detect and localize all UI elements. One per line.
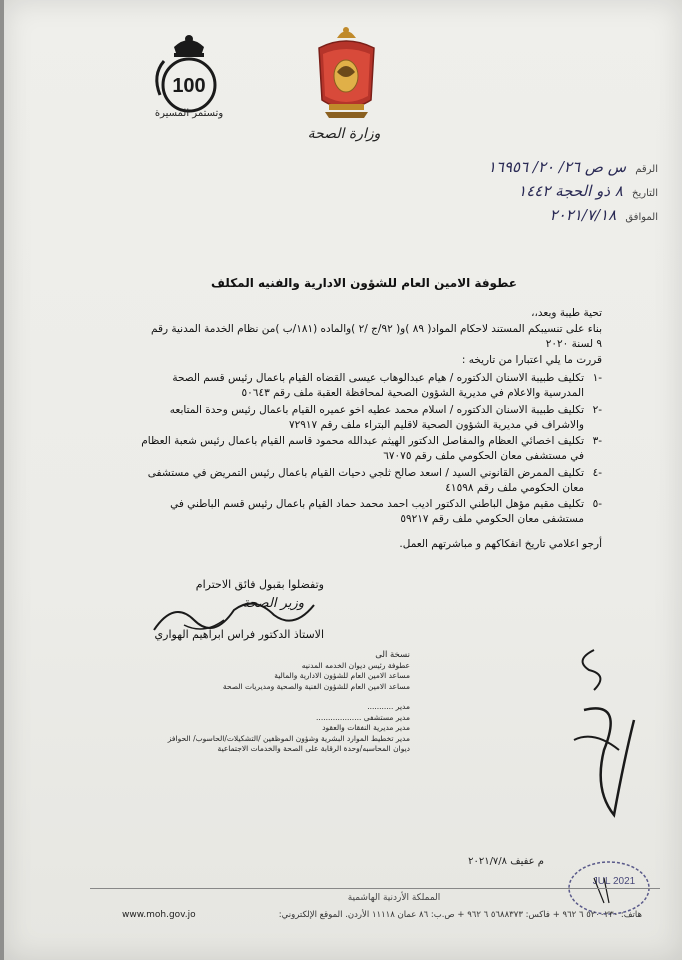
letter-page (4, 0, 682, 960)
item-number: -٤ (592, 467, 602, 479)
item-line: المدرسية والاعلام في مديرية الشؤون الصحية لمحافظة العقبة ملف رقم ٥٠٦٤٣ (241, 387, 584, 399)
copy-line: مدير مديرية النفقات والعقود (322, 723, 410, 732)
copies-block (60, 650, 410, 755)
list-item (42, 497, 602, 527)
item-number: -٢ (592, 404, 602, 416)
handwritten-initials-icon (564, 640, 644, 830)
footer-contact: هاتف: ٥٢٠٠٢٣٠ ٦ ٩٦٢ + فاكس: ٥٦٨٨٣٧٣ ٦ ٩٦٢ + ص.ب: ٨٦ عمان ١١١١٨ الأردن. الموقع الإلكتروني: (278, 910, 642, 920)
typist: م عفيف (510, 856, 544, 867)
intro-line-1: بناء على تنسيبكم المستند لاحكام المواد( ٨٩ )و( ٩٢/ج /٢ )والماده (١٨١/ب )من نظام الخدمة المدنية رقم (150, 323, 602, 335)
item-line: في مستشفى معان الحكومي ملف رقم ٦٧٠٧٥ (383, 450, 584, 462)
greeting: تحية طيبة وبعد،، (531, 307, 602, 319)
reference-corresponding (398, 206, 658, 224)
copy-line: عطوفة رئيس ديوان الخدمه المدنيه (301, 660, 410, 670)
item-line: معان الحكومي ملف رقم ٤١٥٩٨ (445, 482, 584, 494)
item-number: -٥ (592, 498, 602, 510)
list-item (42, 434, 602, 464)
date-label: التاريخ (632, 188, 658, 199)
list-item (42, 466, 602, 496)
stamp-text: JUL 2021 (592, 876, 636, 887)
bottom-date: ٢٠٢١/٧/٨ (468, 856, 508, 867)
request-line: أرجو اعلامي تاريخ انفكاكهم و مباشرتهم العمل. (399, 538, 602, 550)
copy-line: مدير مستشفى ................... (316, 712, 410, 722)
item-number: -١ (592, 372, 602, 384)
ref-label: الرقم (635, 164, 658, 175)
footer-kingdom: المملكة الأردنية الهاشمية (347, 893, 441, 903)
date-value: ٨ ذو الحجة ١٤٤٢ (518, 182, 623, 200)
item-line: مستشفى معان الحكومي ملف رقم ٥٩٢١٧ (400, 513, 584, 525)
logo-caption: وتستمر المسيرة (154, 108, 224, 119)
reference-date (398, 182, 658, 200)
item-line: تكليف مقيم مؤهل الباطني الدكتور اديب احمد محمد حماد القيام باعمال رئيس قسم الباطني في (170, 498, 584, 510)
footer-divider (90, 888, 660, 889)
item-line: تكليف طبيبة الاسنان الدكتوره / اسلام محمد عطيه اخو عميره القيام باعمال رئيس وحدة المتابعه (169, 404, 584, 416)
copy-line: ديوان المحاسبه/وحدة الرقابة على الصحة والخدمات الاجتماعية (217, 744, 410, 753)
reference-number (398, 158, 658, 176)
item-line: والاشراف في مديرية الشؤون الصحية لاقليم البتراء ملف رقم ٧٢٩١٧ (288, 419, 584, 431)
typist-date (424, 856, 544, 867)
copy-line: مدير تخطيط الموارد البشرية وشؤون الموظفين /التشكيلات/الحاسوب/ الحوافز (167, 733, 410, 743)
intro-line-2: ٩ لسنة ٢٠٢٠ (545, 338, 602, 350)
corresp-label: الموافق (625, 212, 658, 223)
item-line: تكليف الممرض القانوني السيد / اسعد صالح ثلجي دحيات القيام باعمال رئيس التمريض في مستشفى (147, 467, 584, 479)
copy-line: مساعد الامين العام للشؤون الفنية والصحية ومديريات الصحة (222, 681, 410, 691)
corresp-value: ٢٠٢١/٧/١٨ (549, 206, 617, 224)
copy-line: مدير ........... (367, 702, 410, 711)
closing: وتفضلوا بقبول فائق الاحترام (195, 578, 324, 591)
addressee: عطوفة الامين العام للشؤون الادارية والفنيه المكلف (211, 276, 517, 290)
copy-line: مساعد الامين العام للشؤون الادارية والمالية (274, 671, 410, 680)
item-number: -٣ (592, 435, 602, 447)
ministry-name: وزارة الصحة (307, 126, 381, 142)
royal-crest-icon (309, 20, 384, 125)
ref-value: س ص ٢٦/ ٢٠/ ١٦٩٥٦ (487, 158, 627, 176)
logo-number: 100 (172, 75, 206, 97)
decided-line: قررت ما يلي اعتبارا من تاريخه : (461, 354, 602, 366)
copies-heading: نسخة الى (375, 650, 410, 660)
list-item (42, 403, 602, 433)
item-line: تكليف طبيبة الاسنان الدكتوره / هيام عبدالوهاب عيسى القضاه القيام باعمال رئيس قسم الصحة (172, 372, 584, 384)
item-line: تكليف اخصائي العظام والمفاصل الدكتور الهيثم عبدالله محمود قاسم القيام باعمال رئيس شعبة العظام (141, 435, 584, 447)
minister-title: وزير الصحة (242, 596, 304, 611)
signatory-name: الاستاذ الدكتور فراس ابراهيم الهواري (154, 628, 324, 641)
footer-website[interactable]: www.moh.gov.jo (122, 910, 196, 920)
list-item (42, 371, 602, 401)
